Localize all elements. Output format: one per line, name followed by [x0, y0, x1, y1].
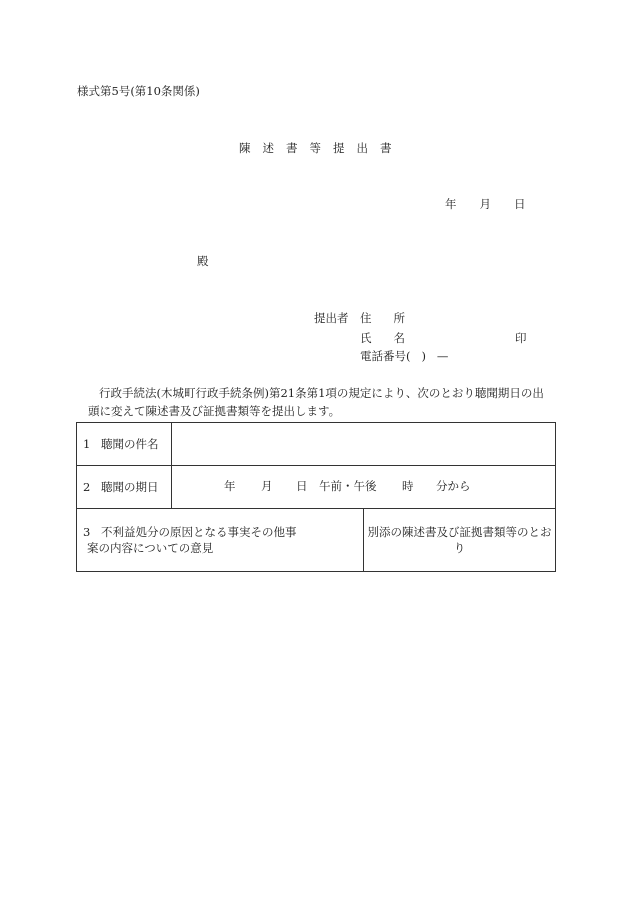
name-label	[360, 333, 405, 345]
seal-label: 印	[515, 331, 527, 345]
body-text-line1: 行政手続法(木城町行政手続条例)第21条第1項の規定により、次のとおり聴聞期日の出	[99, 386, 544, 400]
title-char: 述	[262, 141, 274, 155]
hearing-date-label	[77, 466, 172, 509]
title-char: 出	[356, 141, 368, 155]
address-label-char: 住	[360, 311, 372, 325]
name-label-char: 名	[393, 331, 405, 345]
phone-label: 電話番号( ) —	[360, 349, 449, 363]
row-label: 聴聞の期日	[101, 480, 159, 494]
opinion-label	[77, 509, 364, 572]
row-number: 2	[83, 480, 91, 494]
name-label-char: 氏	[360, 331, 372, 345]
hearing-ampm-label: 午前・午後	[319, 479, 377, 493]
submitter-label: 提出者	[314, 311, 349, 325]
row-label-line1: 不利益処分の原因となる事実その他事	[101, 525, 297, 539]
row-number: 1	[83, 437, 91, 451]
row-label: 聴聞の件名	[101, 437, 159, 451]
title-char: 書	[380, 141, 392, 155]
row-number: 3	[83, 525, 91, 539]
hearing-minute-label: 分から	[436, 479, 471, 493]
hearing-year-label: 年	[224, 479, 236, 493]
date-year-label: 年	[445, 197, 457, 211]
document-title	[239, 143, 404, 155]
hearing-subject-value	[172, 423, 556, 466]
hearing-date-value	[172, 466, 556, 509]
hearing-month-label: 月	[261, 479, 273, 493]
table-row	[77, 466, 556, 509]
address-label	[360, 313, 405, 325]
table-row	[77, 509, 556, 572]
title-char: 提	[333, 141, 345, 155]
title-char: 書	[286, 141, 298, 155]
body-text-line2: 頭に変えて陳述書及び証拠書類等を提出します。	[88, 404, 341, 418]
date-day-label: 日	[514, 197, 526, 211]
title-char: 等	[309, 141, 321, 155]
row-label-line2: 案の内容についての意見	[87, 541, 214, 555]
address-label-char: 所	[393, 311, 405, 325]
submission-date	[445, 199, 526, 211]
submission-table	[76, 422, 556, 572]
addressee-suffix: 殿	[197, 254, 209, 268]
date-month-label: 月	[479, 197, 491, 211]
form-number: 様式第5号(第10条関係)	[77, 84, 200, 98]
title-char: 陳	[239, 141, 251, 155]
hearing-day-label: 日	[296, 479, 308, 493]
opinion-value: 別添の陳述書及び証拠書類等のとおり	[364, 509, 556, 572]
table-row	[77, 423, 556, 466]
hearing-subject-label	[77, 423, 172, 466]
hearing-hour-label: 時	[402, 479, 414, 493]
